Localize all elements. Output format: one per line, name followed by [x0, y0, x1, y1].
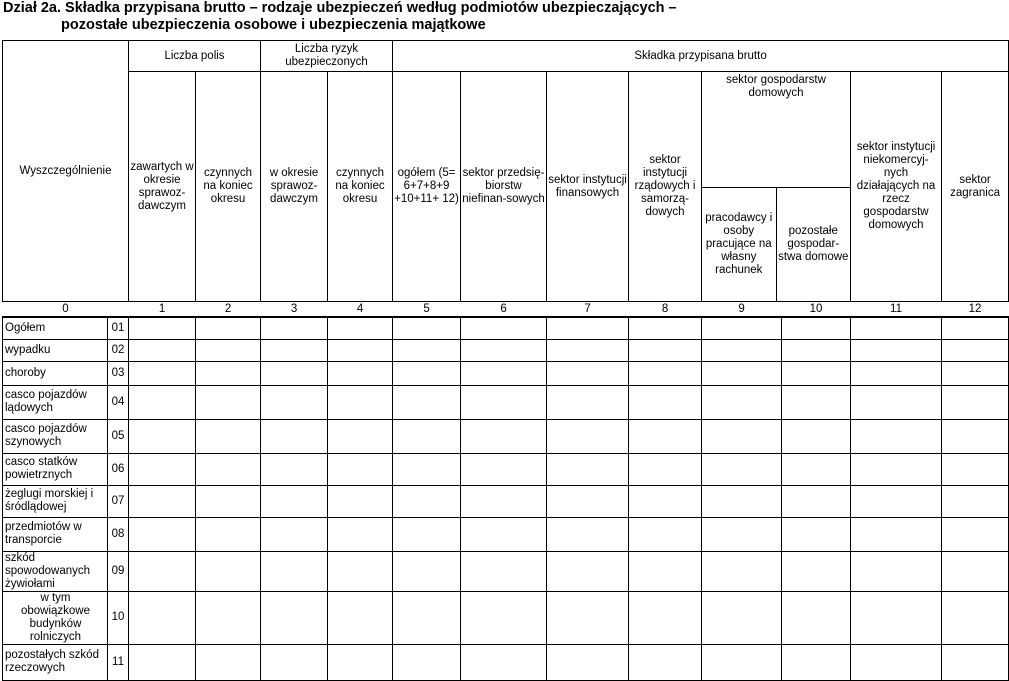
- table-row: [3, 385, 1009, 419]
- table-row: [3, 361, 1009, 385]
- header-wyszczegolnienie: Wyszczególnienie: [3, 41, 129, 302]
- data-cell[interactable]: [393, 517, 461, 551]
- column-number: 7: [547, 302, 629, 318]
- data-cell[interactable]: [129, 361, 196, 385]
- row-code: 11: [108, 644, 129, 680]
- row-label: casco statków powietrznych: [3, 453, 108, 485]
- data-cell[interactable]: [393, 419, 461, 453]
- data-cell[interactable]: [629, 361, 702, 385]
- data-cell[interactable]: [196, 517, 261, 551]
- data-cell[interactable]: [629, 453, 702, 485]
- data-cell[interactable]: [328, 419, 393, 453]
- data-cell[interactable]: [328, 551, 393, 591]
- data-cell[interactable]: [461, 453, 547, 485]
- data-cell[interactable]: [393, 485, 461, 517]
- data-cell[interactable]: [702, 361, 782, 385]
- data-cell[interactable]: [782, 551, 851, 591]
- data-cell[interactable]: [328, 517, 393, 551]
- data-cell[interactable]: [196, 485, 261, 517]
- header-rzadowych: sektor instytucji rządowych i samorzą-dowych: [629, 72, 702, 302]
- data-cell[interactable]: [393, 361, 461, 385]
- column-number: 5: [393, 302, 461, 318]
- data-cell[interactable]: [942, 419, 1009, 453]
- column-number: 1: [129, 302, 196, 318]
- row-code: 05: [108, 419, 129, 453]
- data-cell[interactable]: [393, 339, 461, 361]
- data-cell[interactable]: [547, 453, 629, 485]
- data-cell[interactable]: [393, 385, 461, 419]
- data-cell[interactable]: [196, 551, 261, 591]
- data-cell[interactable]: [942, 317, 1009, 339]
- data-cell[interactable]: [393, 591, 461, 644]
- data-cell[interactable]: [261, 317, 328, 339]
- header-pozostale: pozostałe gospodar-stwa domowe: [776, 188, 850, 302]
- data-cell[interactable]: [942, 385, 1009, 419]
- header-zawartych: zawartych w okresie sprawoz-dawczym: [129, 72, 196, 302]
- data-cell[interactable]: [851, 453, 942, 485]
- data-cell[interactable]: [782, 485, 851, 517]
- data-cell[interactable]: [782, 317, 851, 339]
- data-cell[interactable]: [461, 361, 547, 385]
- data-cell[interactable]: [629, 517, 702, 551]
- data-cell[interactable]: [261, 591, 328, 644]
- data-cell[interactable]: [261, 551, 328, 591]
- title-line-2: pozostałe ubezpieczenia osobowe i ubezpieczenia majątkowe: [61, 17, 486, 33]
- data-cell[interactable]: [851, 385, 942, 419]
- table-row: [3, 644, 1009, 680]
- column-number: 11: [851, 302, 942, 318]
- data-cell[interactable]: [196, 453, 261, 485]
- row-label: żeglugi morskiej i śródlądowej: [3, 485, 108, 517]
- data-cell[interactable]: [129, 385, 196, 419]
- data-cell[interactable]: [547, 591, 629, 644]
- column-number: 0: [3, 302, 129, 318]
- data-cell[interactable]: [196, 385, 261, 419]
- data-cell[interactable]: [851, 339, 942, 361]
- data-cell[interactable]: [328, 361, 393, 385]
- row-code: 06: [108, 453, 129, 485]
- row-label: casco pojazdów lądowych: [3, 385, 108, 419]
- data-cell[interactable]: [782, 453, 851, 485]
- data-cell[interactable]: [942, 591, 1009, 644]
- header-liczba-ryzyk: Liczba ryzyk ubezpieczonych: [261, 41, 393, 72]
- header-niekomercyjnych: sektor instytucji niekomercyj-nych działających na rzecz gospodarstw domowych: [851, 72, 942, 302]
- header-gospodarstw-domowych: [702, 72, 851, 302]
- table-row: [3, 453, 1009, 485]
- data-cell[interactable]: [328, 339, 393, 361]
- table-row: [3, 419, 1009, 453]
- data-cell[interactable]: [461, 551, 547, 591]
- data-cell[interactable]: [629, 551, 702, 591]
- column-number: 9: [702, 302, 782, 318]
- title-line-1: Dział 2a. Składka przypisana brutto – rodzaje ubezpieczeń według podmiotów ubezpieczających –: [3, 0, 677, 16]
- row-label: w tym obowiązkowe budynków rolniczych: [3, 591, 108, 644]
- header-zagranica: sektor zagranica: [942, 72, 1009, 302]
- header-przedsiebiorstw: sektor przedsię-biorstw niefinan-sowych: [461, 72, 547, 302]
- data-cell[interactable]: [547, 385, 629, 419]
- row-code: 04: [108, 385, 129, 419]
- section-title: [3, 0, 677, 34]
- data-cell[interactable]: [702, 485, 782, 517]
- table-row: [3, 517, 1009, 551]
- data-cell[interactable]: [328, 385, 393, 419]
- data-cell[interactable]: [129, 644, 196, 680]
- data-cell[interactable]: [851, 551, 942, 591]
- data-cell[interactable]: [782, 591, 851, 644]
- row-label: Ogółem: [3, 317, 108, 339]
- data-cell[interactable]: [629, 339, 702, 361]
- data-cell[interactable]: [702, 339, 782, 361]
- data-cell[interactable]: [629, 485, 702, 517]
- row-label: choroby: [3, 361, 108, 385]
- table-row: [3, 339, 1009, 361]
- header-finansowych: sektor instytucji finansowych: [547, 72, 629, 302]
- data-cell[interactable]: [328, 485, 393, 517]
- row-code: 01: [108, 317, 129, 339]
- column-number: 8: [629, 302, 702, 318]
- data-cell[interactable]: [782, 419, 851, 453]
- data-cell[interactable]: [851, 361, 942, 385]
- data-cell[interactable]: [702, 591, 782, 644]
- column-numbers-row: [3, 302, 1009, 318]
- data-cell[interactable]: [261, 385, 328, 419]
- header-ogolem: ogółem (5= 6+7+8+9 +10+11+ 12): [393, 72, 461, 302]
- data-cell[interactable]: [851, 644, 942, 680]
- data-cell[interactable]: [851, 591, 942, 644]
- data-cell[interactable]: [702, 419, 782, 453]
- data-cell[interactable]: [629, 644, 702, 680]
- column-number: 12: [942, 302, 1009, 318]
- row-label: casco pojazdów szynowych: [3, 419, 108, 453]
- data-cell[interactable]: [129, 517, 196, 551]
- data-cell[interactable]: [629, 419, 702, 453]
- data-cell[interactable]: [547, 517, 629, 551]
- data-rows: [3, 317, 1009, 680]
- data-cell[interactable]: [261, 419, 328, 453]
- column-number: 4: [328, 302, 393, 318]
- data-cell[interactable]: [629, 591, 702, 644]
- data-cell[interactable]: [547, 485, 629, 517]
- header-w-okresie: w okresie sprawoz-dawczym: [261, 72, 328, 302]
- data-cell[interactable]: [702, 517, 782, 551]
- data-cell[interactable]: [393, 453, 461, 485]
- data-cell[interactable]: [261, 453, 328, 485]
- table-row: [3, 591, 1009, 644]
- data-cell[interactable]: [547, 644, 629, 680]
- data-cell[interactable]: [851, 419, 942, 453]
- data-cell[interactable]: [393, 551, 461, 591]
- data-cell[interactable]: [393, 317, 461, 339]
- data-cell[interactable]: [328, 644, 393, 680]
- data-cell[interactable]: [629, 385, 702, 419]
- data-cell[interactable]: [629, 317, 702, 339]
- data-cell[interactable]: [129, 339, 196, 361]
- header-czynnych-polis: czynnych na koniec okresu: [196, 72, 261, 302]
- row-label: przedmiotów w transporcie: [3, 517, 108, 551]
- data-cell[interactable]: [196, 317, 261, 339]
- column-number: 6: [461, 302, 547, 318]
- data-cell[interactable]: [942, 551, 1009, 591]
- data-cell[interactable]: [261, 485, 328, 517]
- data-cell[interactable]: [702, 644, 782, 680]
- row-label: wypadku: [3, 339, 108, 361]
- data-cell[interactable]: [547, 339, 629, 361]
- data-cell[interactable]: [782, 644, 851, 680]
- row-code: 03: [108, 361, 129, 385]
- row-label: pozostałych szkód rzeczowych: [3, 644, 108, 680]
- table-row: [3, 317, 1009, 339]
- header-czynnych-ryzyk: czynnych na koniec okresu: [328, 72, 393, 302]
- data-cell[interactable]: [461, 385, 547, 419]
- row-label: szkód spowodowanych żywiołami: [3, 551, 108, 591]
- data-cell[interactable]: [942, 339, 1009, 361]
- data-cell[interactable]: [129, 453, 196, 485]
- data-cell[interactable]: [782, 339, 851, 361]
- column-number: 10: [782, 302, 851, 318]
- data-cell[interactable]: [851, 485, 942, 517]
- data-cell[interactable]: [782, 517, 851, 551]
- row-code: 07: [108, 485, 129, 517]
- table-row: [3, 485, 1009, 517]
- data-cell[interactable]: [196, 419, 261, 453]
- data-cell[interactable]: [547, 317, 629, 339]
- data-cell[interactable]: [702, 453, 782, 485]
- header-liczba-polis: Liczba polis: [129, 41, 261, 72]
- header-pracodawcy: pracodawcy i osoby pracujące na własny rachunek: [702, 188, 776, 302]
- data-cell[interactable]: [782, 385, 851, 419]
- data-cell[interactable]: [393, 644, 461, 680]
- data-cell[interactable]: [196, 339, 261, 361]
- data-cell[interactable]: [129, 591, 196, 644]
- data-cell[interactable]: [942, 517, 1009, 551]
- data-cell[interactable]: [196, 591, 261, 644]
- row-code: 09: [108, 551, 129, 591]
- data-cell[interactable]: [851, 517, 942, 551]
- data-cell[interactable]: [942, 361, 1009, 385]
- data-cell[interactable]: [129, 485, 196, 517]
- data-cell[interactable]: [702, 551, 782, 591]
- data-cell[interactable]: [547, 551, 629, 591]
- data-cell[interactable]: [261, 644, 328, 680]
- data-cell[interactable]: [196, 644, 261, 680]
- data-cell[interactable]: [196, 361, 261, 385]
- header-skladka: Składka przypisana brutto: [393, 41, 1009, 72]
- data-cell[interactable]: [461, 591, 547, 644]
- data-cell[interactable]: [129, 551, 196, 591]
- data-cell[interactable]: [547, 419, 629, 453]
- data-cell[interactable]: [702, 317, 782, 339]
- data-cell[interactable]: [461, 419, 547, 453]
- data-cell[interactable]: [261, 339, 328, 361]
- data-cell[interactable]: [461, 517, 547, 551]
- data-cell[interactable]: [942, 453, 1009, 485]
- column-number: 2: [196, 302, 261, 318]
- data-cell[interactable]: [261, 361, 328, 385]
- data-cell[interactable]: [261, 517, 328, 551]
- table-row: [3, 551, 1009, 591]
- column-number: 3: [261, 302, 328, 318]
- data-cell[interactable]: [942, 485, 1009, 517]
- data-cell[interactable]: [328, 591, 393, 644]
- data-cell[interactable]: [461, 485, 547, 517]
- row-code: 08: [108, 517, 129, 551]
- data-cell[interactable]: [129, 317, 196, 339]
- data-cell[interactable]: [328, 317, 393, 339]
- data-cell[interactable]: [129, 419, 196, 453]
- row-code: 10: [108, 591, 129, 644]
- data-cell[interactable]: [851, 317, 942, 339]
- data-cell[interactable]: [461, 644, 547, 680]
- data-cell[interactable]: [461, 339, 547, 361]
- data-cell[interactable]: [942, 644, 1009, 680]
- row-code: 02: [108, 339, 129, 361]
- form-table: [2, 40, 1009, 681]
- data-cell[interactable]: [328, 453, 393, 485]
- data-cell[interactable]: [782, 361, 851, 385]
- data-cell[interactable]: [547, 361, 629, 385]
- data-cell[interactable]: [702, 385, 782, 419]
- header-gosp-domowych-label: sektor gospodarstw domowych: [726, 74, 826, 99]
- data-cell[interactable]: [461, 317, 547, 339]
